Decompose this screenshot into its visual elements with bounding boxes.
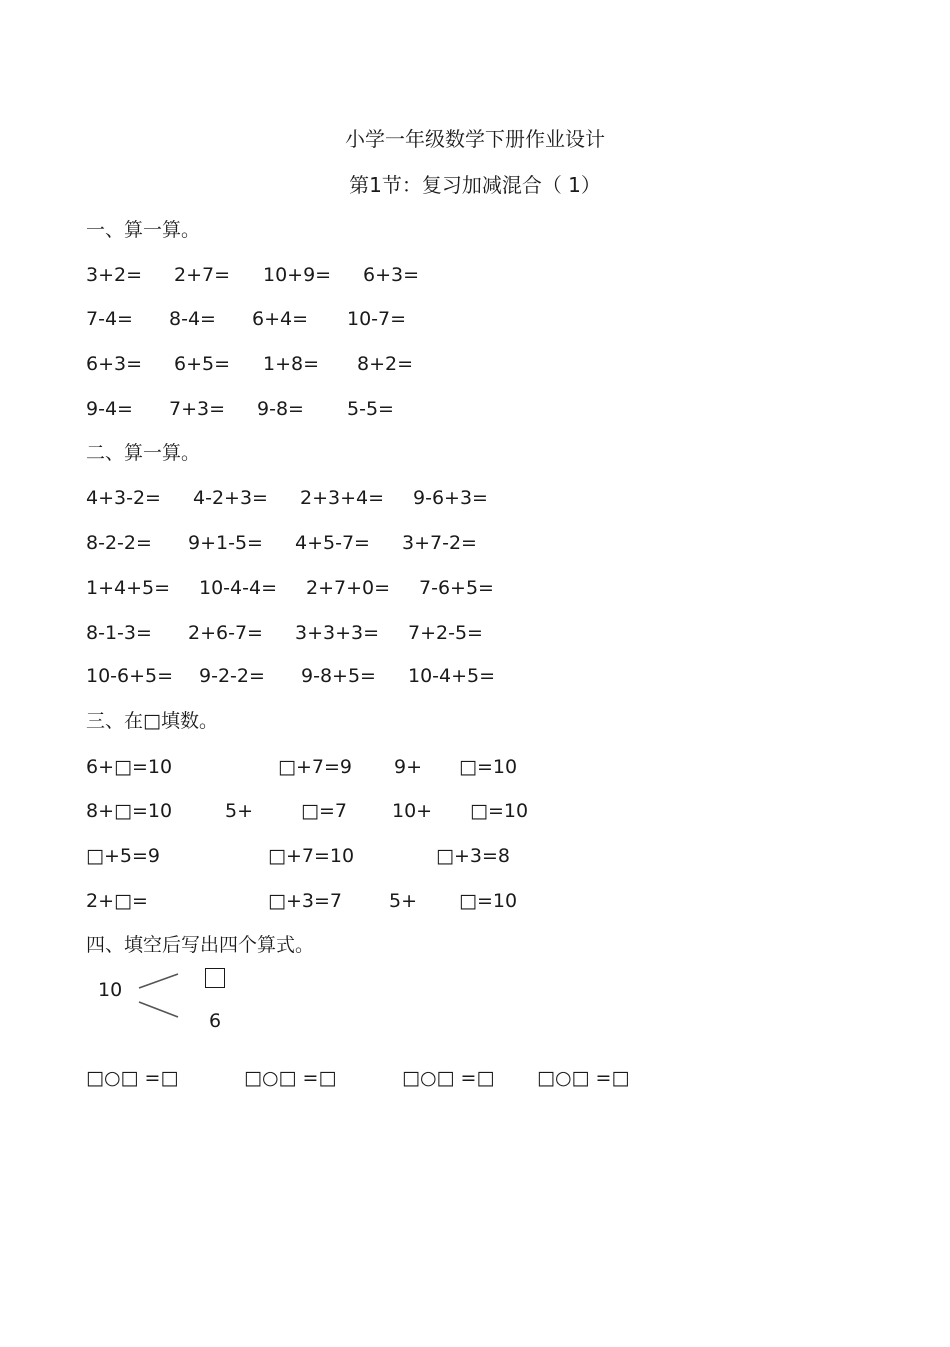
problem: 5-5=: [347, 398, 394, 420]
problem: 2+7+0=: [306, 577, 391, 599]
problem: 6+3=: [86, 353, 143, 375]
split-whole-number: 10: [98, 979, 123, 1001]
problem: 9+1-5=: [188, 532, 263, 554]
problem: 3+3+3=: [295, 622, 380, 644]
problem: 6+5=: [174, 353, 231, 375]
fill-in-problem: □+7=9: [278, 756, 352, 778]
problem: 10+9=: [263, 264, 332, 286]
fill-in-problem: □=10: [459, 890, 518, 912]
problem: 8-1-3=: [86, 622, 152, 644]
fill-in-problem: 5+: [225, 800, 254, 822]
problem: 7-4=: [86, 308, 133, 330]
problem: 9-8=: [257, 398, 304, 420]
problem: 9-8+5=: [301, 665, 376, 687]
page-subtitle: 第1节：复习加减混合（ 1）: [349, 173, 601, 197]
fill-in-problem: □=7: [301, 800, 347, 822]
fill-in-problem: □+3=8: [436, 845, 510, 867]
section-3-heading: 三、在□填数。: [86, 710, 218, 732]
equation-template: □○□ =□: [402, 1067, 495, 1089]
split-blank-box[interactable]: [205, 968, 225, 988]
fill-in-problem: □+3=7: [268, 890, 342, 912]
equation-template: □○□ =□: [244, 1067, 337, 1089]
fill-in-problem: 6+□=10: [86, 756, 173, 778]
equation-template: □○□ =□: [537, 1067, 630, 1089]
fill-in-problem: 9+: [394, 756, 423, 778]
problem: 8+2=: [357, 353, 414, 375]
problem: 6+3=: [363, 264, 420, 286]
problem: 1+4+5=: [86, 577, 171, 599]
equation-row: [0, 1065, 950, 1091]
problem: 8-4=: [169, 308, 216, 330]
problem: 9-2-2=: [199, 665, 265, 687]
problem: 2+6-7=: [188, 622, 263, 644]
section-4-heading: 四、填空后写出四个算式。: [86, 934, 315, 956]
fill-in-problem: 2+□=: [86, 890, 148, 912]
problem: 9-6+3=: [413, 487, 488, 509]
lower-branch-line: [139, 1002, 178, 1017]
fill-in-problem: □+7=10: [268, 845, 355, 867]
problem: 4-2+3=: [193, 487, 268, 509]
problem: 10-6+5=: [86, 665, 174, 687]
equation-template: □○□ =□: [86, 1067, 179, 1089]
problem: 10-7=: [347, 308, 407, 330]
problem: 7-6+5=: [419, 577, 494, 599]
problem: 1+8=: [263, 353, 320, 375]
section-2-heading: 二、算一算。: [86, 442, 201, 464]
fill-in-problem: 8+□=10: [86, 800, 173, 822]
fill-in-problem: □+5=9: [86, 845, 160, 867]
problem: 4+3-2=: [86, 487, 161, 509]
section-1-heading: 一、算一算。: [86, 219, 201, 241]
fill-in-problem: □=10: [459, 756, 518, 778]
problem: 10-4-4=: [199, 577, 277, 599]
problem: 10-4+5=: [408, 665, 496, 687]
page-title: 小学一年级数学下册作业设计: [345, 127, 605, 151]
fill-in-problem: 10+: [392, 800, 433, 822]
problem: 8-2-2=: [86, 532, 152, 554]
problem: 7+3=: [169, 398, 226, 420]
problem: 3+2=: [86, 264, 143, 286]
problem: 2+7=: [174, 264, 231, 286]
split-part-number: 6: [209, 1010, 222, 1032]
problem: 9-4=: [86, 398, 133, 420]
problem: 2+3+4=: [300, 487, 385, 509]
problem: 4+5-7=: [295, 532, 370, 554]
problem: 7+2-5=: [408, 622, 483, 644]
fill-in-problem: 5+: [389, 890, 418, 912]
problem: 6+4=: [252, 308, 309, 330]
problem: 3+7-2=: [402, 532, 477, 554]
fill-in-problem: □=10: [470, 800, 529, 822]
upper-branch-line: [139, 974, 178, 988]
